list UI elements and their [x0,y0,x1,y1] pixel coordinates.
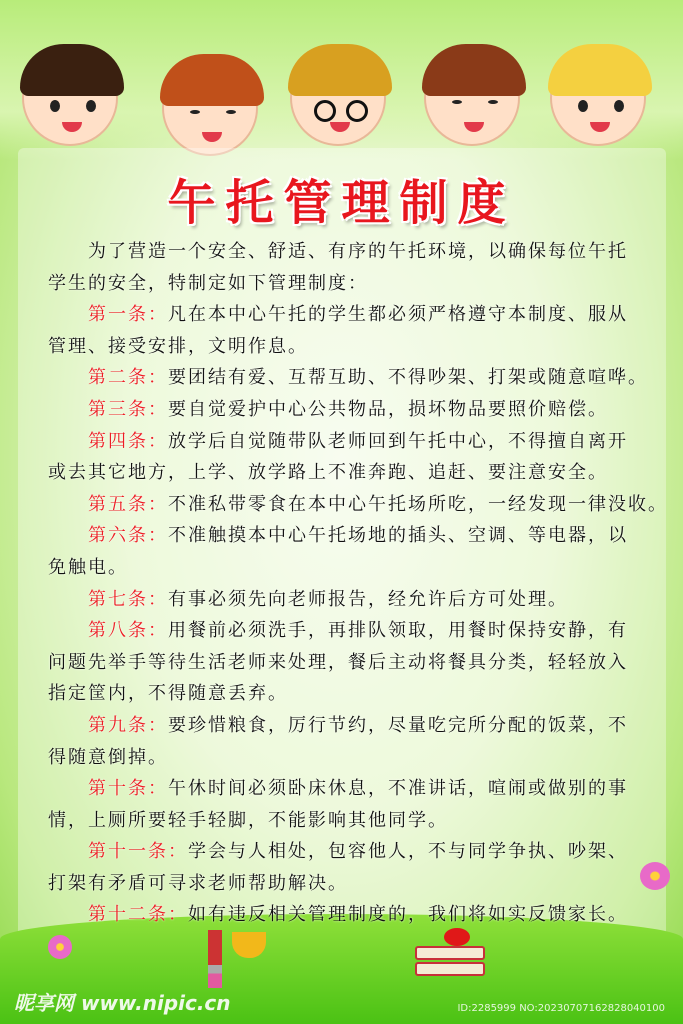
kid-face-3 [290,50,386,146]
rule-label: 第十二条： [88,904,188,926]
rule-line [48,584,648,616]
poster-title: 午托管理制度 [167,175,516,231]
rule-text: 指定筐内，不得随意丢弃。 [48,683,288,705]
rule-text: 不准私带零食在本中心午托场所吃，一经发现一律没收。 [168,493,668,515]
rule-label: 第五条： [88,493,168,515]
rule-line [48,615,648,647]
rule-line [48,868,648,900]
rule-text: 管理、接受安排，文明作息。 [48,335,308,357]
book-icon [415,962,485,976]
rule-label: 第八条： [88,620,168,642]
intro-line: 为了营造一个安全、舒适、有序的午托环境，以确保每位午托 [88,241,628,262]
rule-text: 有事必须先向老师报告，经允许后方可处理。 [168,588,568,610]
rule-text: 用餐前必须洗手，再排队领取，用餐时保持安静，有 [168,620,628,642]
rule-line [48,489,668,521]
rule-text: 要自觉爱护中心公共物品，损坏物品要照价赔偿。 [168,398,608,420]
watermark-id: ID:2285999 NO:20230707162828040100 [457,1003,665,1014]
kid-face-5 [550,50,646,146]
rule-text: 问题先举手等待生活老师来处理，餐后主动将餐具分类，轻轻放入 [48,651,628,673]
rule-line [48,331,648,363]
book-icon [415,946,485,960]
rule-line [48,899,648,931]
kid-face-2 [162,60,258,156]
rule-line [48,457,648,489]
rule-line [48,426,648,458]
rule-label: 第四条： [88,430,168,452]
rule-text: 情，上厕所要轻手轻脚，不能影响其他同学。 [48,809,448,831]
rule-text: 如有违反相关管理制度的，我们将如实反馈家长。 [188,904,628,926]
rule-label: 第十条： [88,778,168,800]
rule-line [48,836,648,868]
rule-line [48,805,648,837]
rule-text: 免触电。 [48,556,128,578]
rule-text: 凡在本中心午托的学生都必须严格遵守本制度、服从 [168,304,628,326]
rule-line [48,647,648,679]
rule-line [48,394,648,426]
rule-line [48,678,648,710]
rule-text: 得随意倒掉。 [48,746,168,768]
pencil-icon [208,930,222,988]
flower-icon [48,935,72,959]
rule-line [48,362,648,394]
rule-text: 要团结有爱、互帮互助、不得吵架、打架或随意喧哗。 [168,367,648,389]
rule-line [48,742,648,774]
rule-text: 午休时间必须卧床休息，不准讲话，喧闹或做别的事 [168,778,628,800]
rules-list [48,299,668,931]
rule-text: 放学后自觉随带队老师回到午托中心，不得擅自离开 [168,430,628,452]
rule-label: 第七条： [88,588,168,610]
rule-line [48,773,648,805]
rule-text: 打架有矛盾可寻求老师帮助解决。 [48,872,348,894]
rule-line [48,520,648,552]
rule-label: 第九条： [88,714,168,736]
rule-text: 要珍惜粮食，厉行节约，尽量吃完所分配的饭菜，不 [168,714,628,736]
rules-body [48,236,668,931]
rule-line [48,552,648,584]
rule-label: 第十一条： [88,841,188,863]
rule-label: 第三条： [88,398,168,420]
rule-text: 学会与人相处，包容他人，不与同学争执、吵架、 [188,841,628,863]
watermark-logo: 昵享网 www.nipic.cn [14,991,231,1015]
rule-label: 第二条： [88,367,168,389]
rule-line [48,710,648,742]
rule-label: 第一条： [88,304,168,326]
rule-line [48,299,648,331]
rule-label: 第六条： [88,525,168,547]
kid-face-1 [22,50,118,146]
rule-text: 或去其它地方，上学、放学路上不准奔跑、追赶、要注意安全。 [48,462,608,484]
rule-text: 不准触摸本中心午托场地的插头、空调、等电器，以 [168,525,628,547]
intro-line: 学生的安全，特制定如下管理制度： [48,272,368,294]
kid-face-4 [424,50,520,146]
